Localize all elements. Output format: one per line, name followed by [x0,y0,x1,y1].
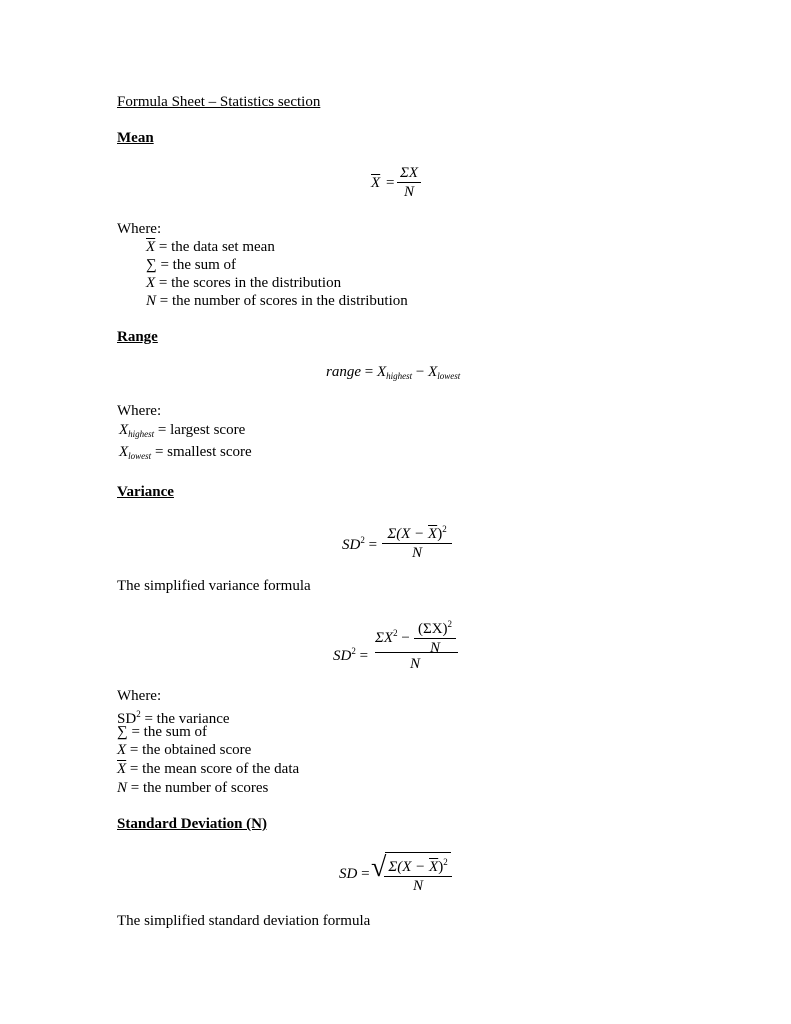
variance-def-3: $\overline{X}$ = the mean score of the data [117,761,300,777]
sd-numerator: $\Sigma(X - \overline{X})^2$ [388,857,448,875]
range-def-0: $X_{highest}$ = largest score [119,422,246,439]
variance-denominator: N [411,545,422,561]
mean-lhs: $\overline{X}$ [371,175,381,191]
mean-denominator: N [403,184,414,200]
mean-numerator: ΣX [399,165,419,181]
mean-where: Where: [117,221,162,237]
mean-fraction [397,164,421,201]
sqrt-icon: √ [371,852,387,883]
sd-denominator: N [412,878,423,894]
variance-def-4: N = the number of scores [117,780,269,796]
sd-simplified-label: The simplified standard deviation formula [117,913,371,929]
sd-lhs: SD = [339,866,370,882]
variance-lhs: $SD^2$ = [342,535,378,553]
mean-def-2: X = the scores in the distribution [146,275,342,291]
sd-fraction [384,853,452,895]
fraction-bar [375,652,458,653]
variance-inner-fraction [414,615,456,657]
variance-def-1: ∑ = the sum of [117,724,207,740]
variance-def-0: $SD^2$ = the variance [117,709,230,727]
variance-s-denominator: N [410,656,421,672]
variance-simplified-label: The simplified variance formula [117,578,311,594]
variance-inner-denominator: N [429,640,440,656]
variance-where: Where: [117,688,162,704]
variance-inner-numerator: $(\Sigma X)^2$ [417,619,453,637]
mean-def-0: $\overline{X}$ = the data set mean [146,239,275,255]
range-where: Where: [117,403,162,419]
page-title: Formula Sheet – Statistics section [117,94,321,110]
mean-def-3: N = the number of scores in the distribution [146,293,408,309]
variance-fraction [382,520,452,562]
mean-heading: Mean [117,130,154,146]
range-formula: range = $X_{highest} - X_{lowest}$ [326,364,461,381]
variance-s-lhs: $SD^2$ = [333,646,369,664]
variance-heading: Variance [117,484,174,500]
variance-numerator: $\Sigma(X - \overline{X})^2$ [387,524,447,542]
range-def-1: $X_{lowest}$ = smallest score [119,444,252,461]
range-heading: Range [117,329,158,345]
variance-s-num-a: $\Sigma X^2$ − [375,628,410,646]
variance-def-2: X = the obtained score [117,742,252,758]
mean-eq: = [386,175,395,191]
sd-heading: Standard Deviation (N) [117,816,268,832]
mean-def-1: ∑ = the sum of [146,257,236,273]
